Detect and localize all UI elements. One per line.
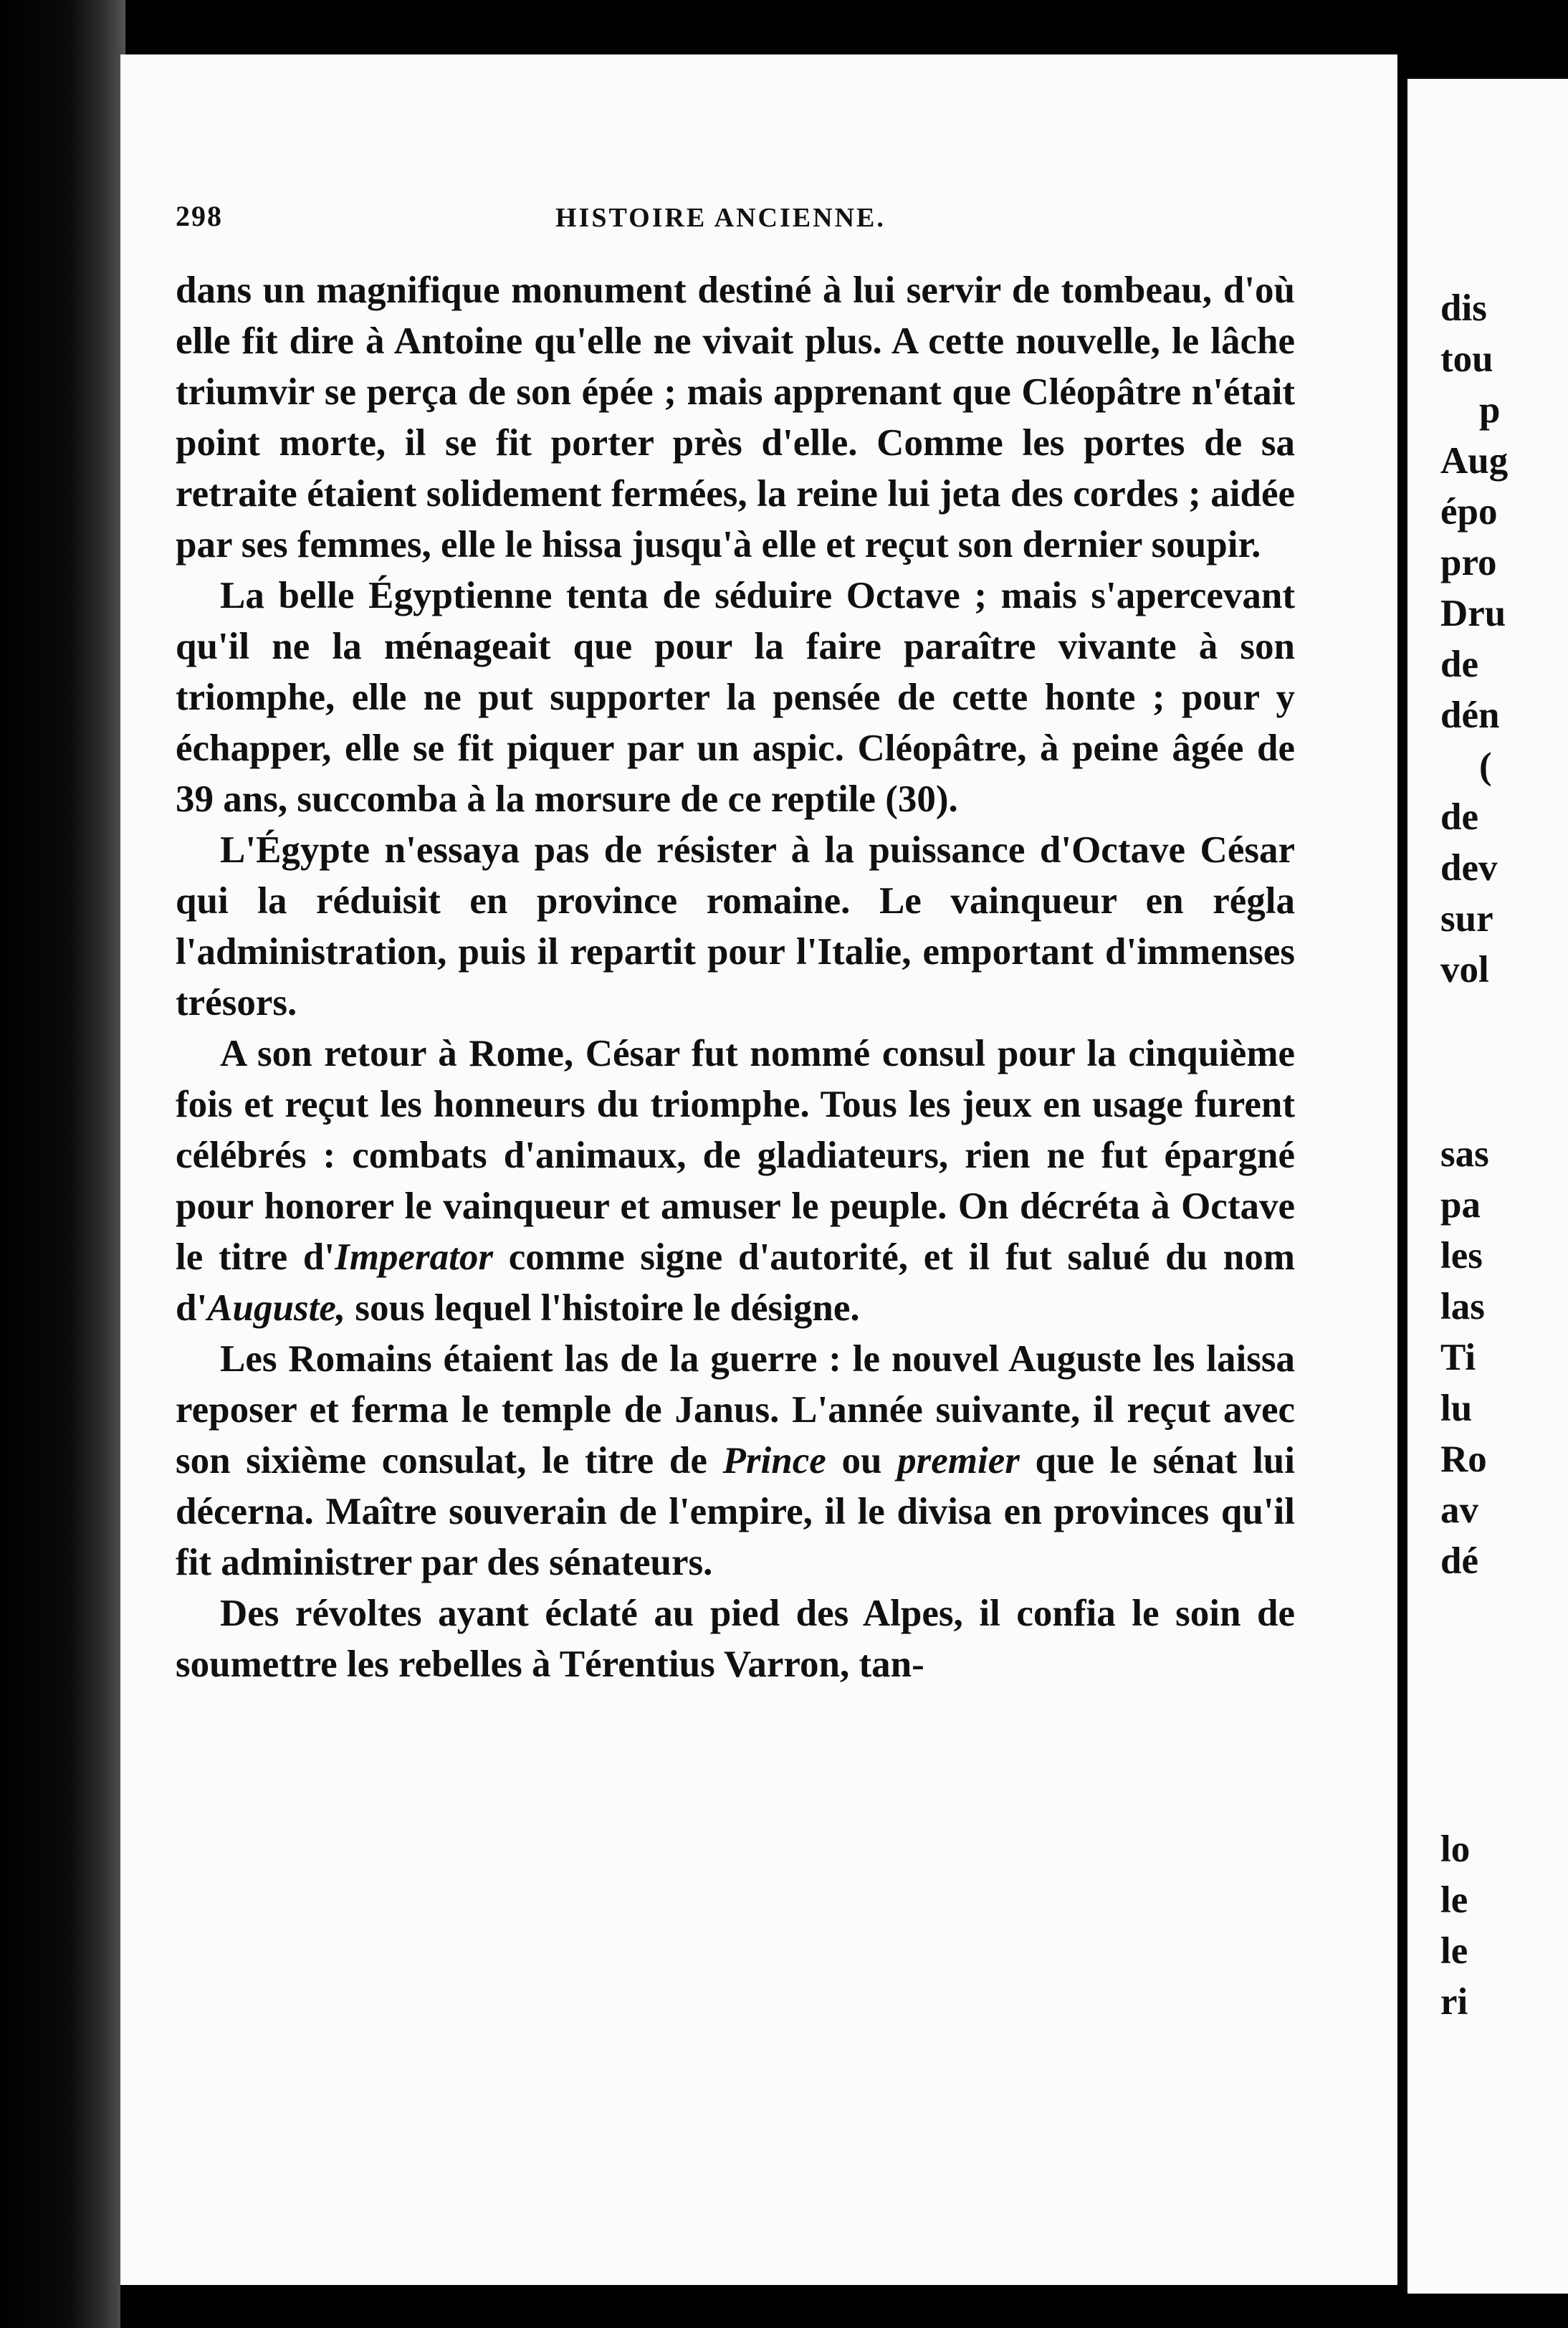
facing-fragment: de <box>1440 644 1478 685</box>
facing-fragment: lu <box>1440 1388 1473 1429</box>
running-title: HISTOIRE ANCIENNE. <box>555 203 886 233</box>
facing-page-fragments <box>1407 79 1568 2294</box>
facing-fragment: Ro <box>1440 1439 1487 1480</box>
facing-fragment: Dru <box>1440 593 1506 634</box>
facing-fragment: Ti <box>1440 1337 1476 1378</box>
facing-fragment: vol <box>1440 949 1489 991</box>
scan-bottom-edge <box>120 2285 1397 2328</box>
book-binding <box>0 0 125 2328</box>
facing-fragment: tou <box>1440 338 1493 380</box>
facing-fragment: dev <box>1440 847 1498 889</box>
facing-fragment: dis <box>1440 287 1487 329</box>
scan-top-edge <box>120 0 1397 54</box>
facing-fragment: épo <box>1440 491 1498 533</box>
page-header <box>176 199 1294 249</box>
body-text <box>176 265 1295 1690</box>
facing-fragment: sas <box>1440 1133 1489 1175</box>
paragraph: La belle Égyptienne tenta de séduire Octave ; mais s'apercevant qu'il ne la ménageait que pour la faire paraître vivante à son triomphe, elle ne put supporter la pensée de cette honte ; pour y échapper, elle se fit piquer par un aspic. Cléopâtre, à peine âgée de 39 ans, succomba à la morsure de ce reptile (30). <box>176 575 1295 820</box>
facing-fragment: de <box>1440 796 1478 838</box>
facing-fragment: lo <box>1440 1828 1471 1870</box>
page-gutter <box>1397 0 1407 2328</box>
paragraph: dans un magnifique monument destiné à lui servir de tombeau, d'où elle fit dire à Antoine qu'elle ne vivait plus. A cette nouvelle, le lâche triumvir se perça de son épée ; mais apprenant que Cléopâtre n'était point morte, il se fit porter près d'elle. Comme les portes de sa retraite étaient solidement fermées, la reine lui jeta des cordes ; aidée par ses femmes, elle le hissa jusqu'à elle et reçut son dernier soupir. <box>176 269 1295 566</box>
facing-fragment: le <box>1440 1879 1468 1921</box>
facing-fragment: pa <box>1440 1184 1481 1226</box>
facing-fragment: Aug <box>1440 440 1509 482</box>
facing-fragment: p <box>1479 389 1501 431</box>
facing-page <box>1407 79 1568 2294</box>
facing-fragment: le <box>1440 1930 1468 1972</box>
facing-fragment: ri <box>1440 1981 1468 2023</box>
facing-fragment: dé <box>1440 1540 1478 1582</box>
paragraph: L'Égypte n'essaya pas de résister à la puissance d'Octave César qui la réduisit en province romaine. Le vainqueur en régla l'administration, puis il repartit pour l'Italie, emportant d'immenses trésors. <box>176 829 1295 1024</box>
facing-fragment: dén <box>1440 695 1500 736</box>
paragraph: Les Romains étaient las de la guerre : le nouvel Auguste les laissa reposer et ferma le temple de Janus. L'année suivante, il reçut avec son sixième consulat, le titre de Prince ou premier que le sénat lui décerna. Maître souverain de l'empire, il le divisa en provinces qu'il fit administrer par des sénateurs. <box>176 1338 1295 1583</box>
facing-fragment: sur <box>1440 898 1493 940</box>
facing-fragment: las <box>1440 1286 1485 1327</box>
paragraph: A son retour à Rome, César fut nommé consul pour la cinquième fois et reçut les honneurs du triomphe. Tous les jeux en usage furent célébrés : combats d'animaux, de gladiateurs, rien ne fut épargné pour honorer le vainqueur et amuser le peuple. On décréta à Octave le titre d'Imperator comme signe d'autorité, et il fut salué du nom d'Auguste, sous lequel l'histoire le désigne. <box>176 1033 1295 1329</box>
facing-fragment: les <box>1440 1235 1483 1277</box>
paragraph: Des révoltes ayant éclaté au pied des Alpes, il confia le soin de soumettre les rebelles à Térentius Varron, tan- <box>176 1593 1295 1685</box>
facing-fragment: ( <box>1479 745 1492 787</box>
facing-fragment: av <box>1440 1489 1478 1531</box>
page-number: 298 <box>176 200 223 232</box>
facing-fragment: pro <box>1440 542 1497 583</box>
